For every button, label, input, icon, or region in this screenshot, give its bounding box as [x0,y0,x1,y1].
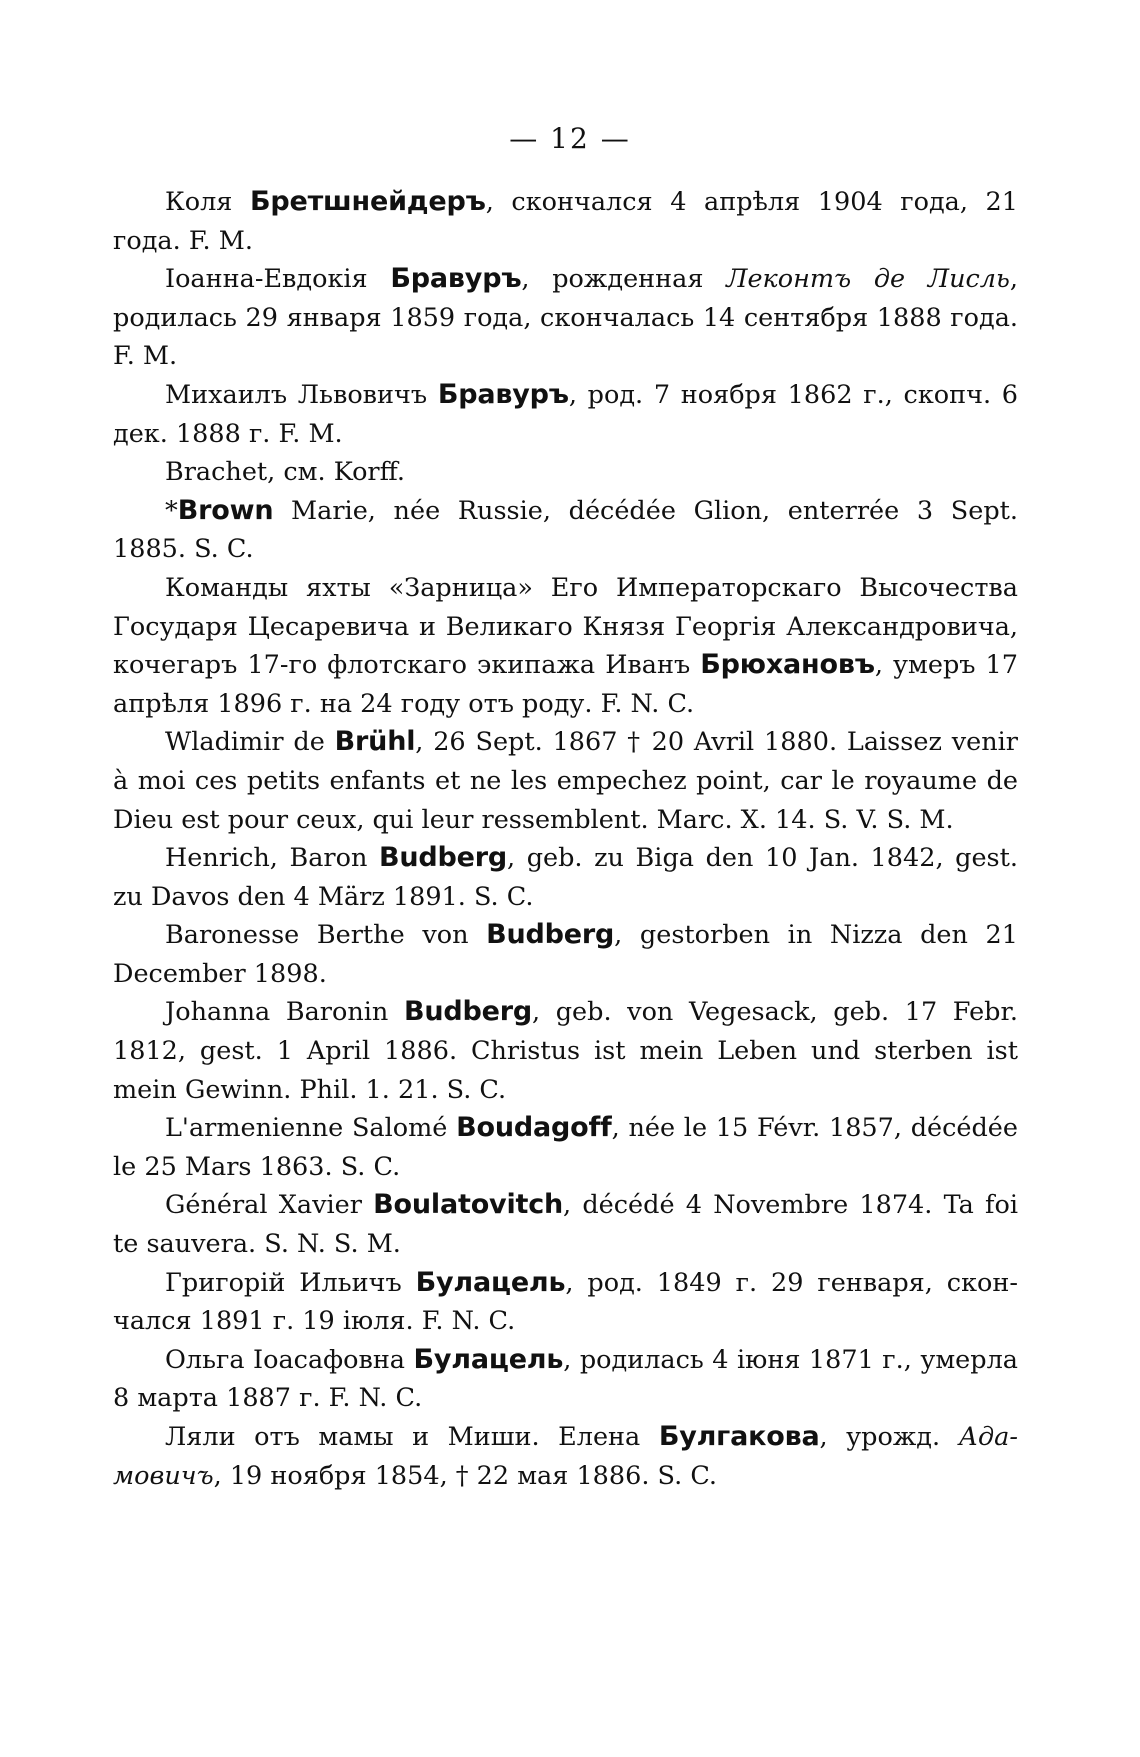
entry-bulatsel-grigoriy: Григорій Ильичъ Булацель, род. 1849 г. 29 генваря, скончался 1891 г. 19 іюля. F. N. C. [113,1266,1018,1337]
surname: Boudagoff [456,1112,612,1144]
entry-bulatsel-olga: Ольга Іоасафовна Булацель, родилась 4 іюня 1871 г., умерла 8 марта 1887 г. F. N. C. [113,1343,1018,1414]
entry-boulatovitch: Général Xavier Boulatovitch, décédé 4 Novembre 1874. Ta foi te sauvera. S. N. S. M. [113,1189,1018,1260]
surname: Бретшнейдеръ [249,186,486,217]
entry-budberg-johanna: Johanna Baronin Budberg, geb. von Vegesack, geb. 17 Febr. 1812, gest. 1 April 1886. Christus ist mein Leben und sterben ist mein Gewinn. Phil. 1. 21. S. C. [113,996,1018,1105]
page-number: — 12 — [509,122,631,155]
entry-bretschneider: Коля Бретшнейдеръ, скончался 4 апрѣля 1904 года, 21 года. F. M. [113,186,1018,256]
maiden-name: Леконтъ де Лисль [726,264,1010,295]
entry-budberg-berthe: Baronesse Berthe von Budberg, gestorben in Nizza den 21 December 1898. [113,919,1018,989]
surname: Булацель [413,1343,564,1375]
surname: Boulatovitch [373,1189,564,1221]
surname: Брюхановъ [700,649,875,681]
entry-budberg-henrich: Henrich, Baron Budberg, geb. zu Biga den 10 Jan. 1842, gest. zu Davos den 4 März 1891. S. C. [113,842,1018,912]
entry-brachet: Brachet, см. Korff. [165,457,405,488]
surname: Бравуръ [437,378,569,410]
surname: Budberg [403,996,532,1028]
surname: Brühl [334,726,416,758]
entry-bruhl: Wladimir de Brühl, 26 Sept. 1867 † 20 Avril 1880. Laissez venir à moi ces petits enfants et ne les empechez point, car le royaume de Dieu est pour ceux, qui leur ressemblent. Marc. X. 14. S. V. S. M. [113,726,1018,835]
entry-brown: *Brown Marie, née Russie, décédée Glion, enterrée 3 Sept. 1885. S. C. [113,494,1018,565]
surname: Budberg [378,842,507,874]
entries-list [113,183,1018,1495]
entry-bravur-mikhail: Михаилъ Львовичъ Бравуръ, род. 7 ноября 1862 г., скопч. 6 дек. 1888 г. F. M. [113,378,1018,449]
surname: Булгакова [658,1421,820,1452]
surname: Бравуръ [390,263,522,295]
maiden-name: Адамовичъ [113,1422,1018,1491]
entry-bravur-ioanna: Іоанна-Евдокія Бравуръ, рожденная Леконтъ де Лисль, родилась 29 января 1859 года, скончалась 14 сентября 1888 года. F. M. [113,263,1019,372]
entry-brukhanov: Команды яхты «Зарница» Его Императорскаго Высочества Государя Цесаревича и Великаго Князя Георгія Александровича, кочегаръ 17-го флотскаго экипажа Иванъ Брюхановъ, умеръ 17 апрѣля 1896 г. на 24 году отъ роду. F. N. C. [113,572,1018,719]
surname: Brown [177,494,274,526]
entry-bulgakova: Ляли отъ мамы и Миши. Елена Булгакова, урожд. Адамовичъ, 19 ноября 1854, † 22 мая 1886. S. C. [113,1421,1018,1491]
surname: Булацель [415,1266,566,1298]
entry-boudagoff: L'armenienne Salomé Boudagoff, née le 15 Févr. 1857, décédée le 25 Mars 1863. S. C. [113,1112,1018,1182]
surname: Budberg [486,919,615,951]
